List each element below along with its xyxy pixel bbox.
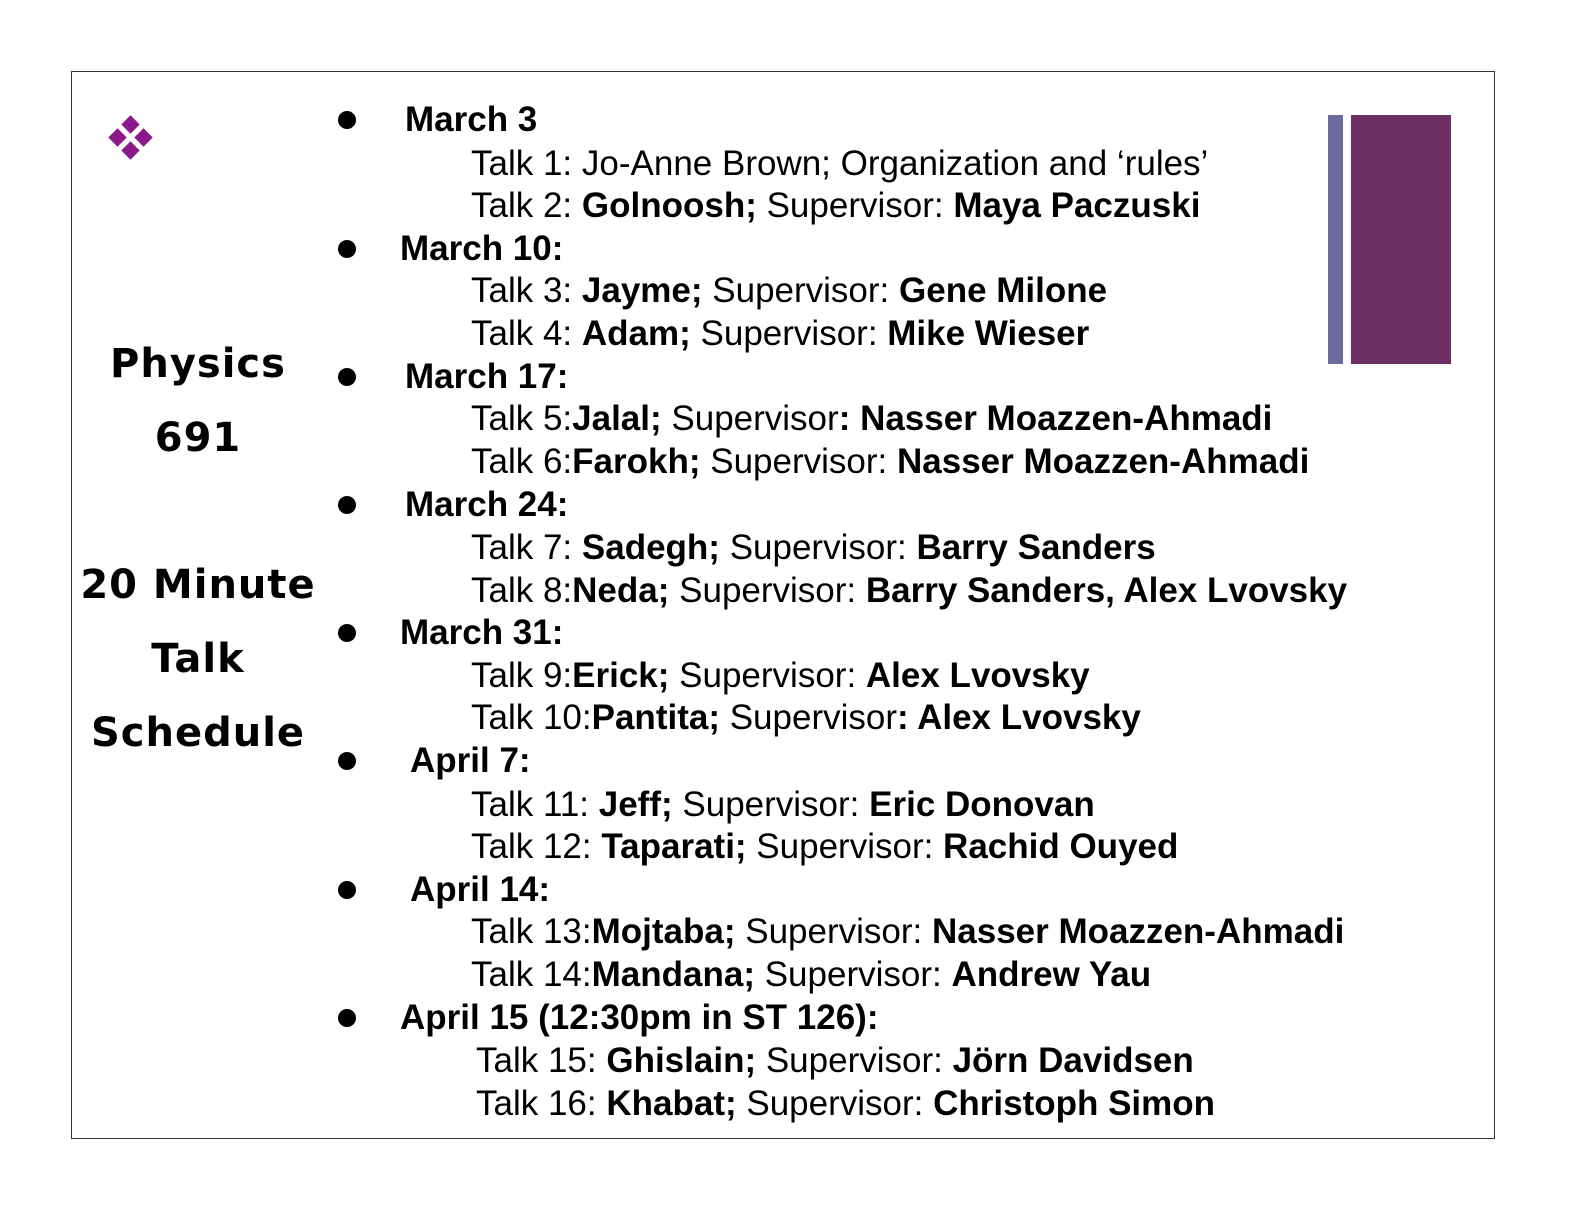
supervisor-label: Supervisor:: [702, 271, 899, 310]
schedule-date: March 3: [405, 100, 538, 139]
supervisor-label: Supervisor: [719, 698, 898, 737]
supervisor-name: Gene Milone: [899, 271, 1108, 310]
bullet-dot-icon: [338, 111, 356, 129]
speaker-name: Ghislain;: [606, 1041, 757, 1080]
supervisor-name: Andrew Yau: [951, 955, 1152, 994]
talk-line: [471, 785, 1095, 825]
bullet-dot-icon: [338, 240, 356, 258]
supervisor-name: Christoph Simon: [933, 1084, 1216, 1123]
talk-line: [471, 399, 1272, 439]
schedule-date: April 14:: [410, 870, 551, 909]
supervisor-name: Maya Paczuski: [953, 186, 1201, 225]
bullet-dot-icon: [338, 368, 356, 386]
supervisor-name: Jörn Davidsen: [952, 1041, 1194, 1080]
schedule-date: March 31:: [400, 613, 564, 652]
schedule-title-line1: 20 Minute: [80, 562, 316, 608]
talk-line: [476, 1084, 1215, 1124]
supervisor-name: Mike Wieser: [887, 314, 1090, 353]
speaker-name: Golnoosh;: [581, 186, 757, 225]
supervisor-name: Nasser Moazzen-Ahmadi: [896, 442, 1310, 481]
speaker-name: Adam;: [581, 314, 691, 353]
talk-line: [471, 656, 1090, 696]
supervisor-label: Supervisor:: [672, 785, 870, 824]
supervisor-label: Supervisor:: [700, 442, 897, 481]
talk-number: Talk 15:: [476, 1041, 607, 1080]
supervisor-name: Eric Donovan: [869, 785, 1095, 824]
talk-line: [471, 827, 1178, 867]
supervisor-label: Supervisor:: [756, 1041, 953, 1080]
talk-line: [476, 1041, 1194, 1081]
talk-number: Talk 3:: [471, 271, 582, 310]
supervisor-label: Supervisor:: [756, 186, 954, 225]
talk-line: [471, 528, 1156, 568]
talk-number: Talk 11:: [471, 785, 599, 824]
schedule-date: April 7:: [410, 741, 531, 780]
bullet-dot-icon: [338, 881, 356, 899]
supervisor-name: Barry Sanders, Alex Lvovsky: [865, 571, 1348, 610]
schedule-date: March 24:: [405, 485, 569, 524]
bullet-dot-icon: [338, 624, 356, 642]
supervisor-name: Rachid Ouyed: [943, 827, 1179, 866]
talk-description: Jo-Anne Brown; Organization and ‘rules’: [581, 144, 1209, 183]
talk-line: [471, 955, 1151, 995]
talk-number: Talk 7:: [471, 528, 582, 567]
supervisor-label: Supervisor:: [669, 656, 866, 695]
talk-line: [471, 571, 1347, 611]
supervisor-name: Barry Sanders: [916, 528, 1156, 567]
talk-number: Talk 6:: [471, 442, 573, 481]
speaker-name: Jeff;: [598, 785, 673, 824]
talk-line: [471, 144, 1208, 184]
talk-number: Talk 2:: [471, 186, 582, 225]
schedule-title-line2: Talk: [151, 636, 245, 682]
speaker-name: Jayme;: [581, 271, 703, 310]
talk-number: Talk 16:: [476, 1084, 607, 1123]
talk-line: [471, 186, 1200, 226]
bullet-dot-icon: [338, 752, 356, 770]
speaker-name: Mojtaba;: [591, 912, 736, 951]
talk-line: [471, 271, 1107, 311]
speaker-name: Mandana;: [591, 955, 755, 994]
talk-line: [471, 442, 1309, 482]
supervisor-name: : Alex Lvovsky: [897, 698, 1141, 737]
supervisor-label: Supervisor:: [735, 912, 932, 951]
speaker-name: Khabat;: [606, 1084, 737, 1123]
talk-line: [471, 314, 1089, 354]
bullet-dot-icon: [338, 1009, 356, 1027]
supervisor-label: Supervisor: [661, 399, 839, 438]
talk-number: Talk 8:: [471, 571, 573, 610]
talk-number: Talk 5:: [471, 399, 573, 438]
schedule-date: March 10:: [400, 229, 564, 268]
speaker-name: Sadegh;: [581, 528, 720, 567]
talk-line: [471, 912, 1344, 952]
speaker-name: Taparati;: [601, 827, 747, 866]
supervisor-label: Supervisor:: [719, 528, 917, 567]
supervisor-name: Alex Lvovsky: [865, 656, 1090, 695]
speaker-name: Farokh;: [572, 442, 701, 481]
supervisor-label: Supervisor:: [669, 571, 866, 610]
schedule-date: March 17:: [405, 357, 569, 396]
speaker-name: Jalal;: [572, 399, 662, 438]
speaker-name: Erick;: [572, 656, 670, 695]
talk-line: [471, 698, 1141, 738]
talk-number: Talk 12:: [471, 827, 602, 866]
supervisor-name: Nasser Moazzen-Ahmadi: [931, 912, 1345, 951]
course-title-line1: Physics: [110, 341, 286, 387]
supervisor-label: Supervisor:: [736, 1084, 934, 1123]
talk-number: Talk 13:: [471, 912, 592, 951]
supervisor-name: : Nasser Moazzen-Ahmadi: [838, 399, 1273, 438]
speaker-name: Pantita;: [591, 698, 720, 737]
talk-number: Talk 9:: [471, 656, 573, 695]
supervisor-label: Supervisor:: [754, 955, 952, 994]
talk-number: Talk 4:: [471, 314, 582, 353]
talk-number: Talk 1:: [471, 144, 582, 183]
bullet-dot-icon: [338, 496, 356, 514]
speaker-name: Neda;: [572, 571, 670, 610]
schedule-title-line3: Schedule: [90, 710, 306, 756]
schedule-date: April 15 (12:30pm in ST 126):: [400, 998, 879, 1037]
supervisor-label: Supervisor:: [746, 827, 944, 866]
talk-number: Talk 10:: [471, 698, 592, 737]
course-title-line2: 691: [154, 415, 242, 461]
talk-number: Talk 14:: [471, 955, 592, 994]
supervisor-label: Supervisor:: [690, 314, 888, 353]
